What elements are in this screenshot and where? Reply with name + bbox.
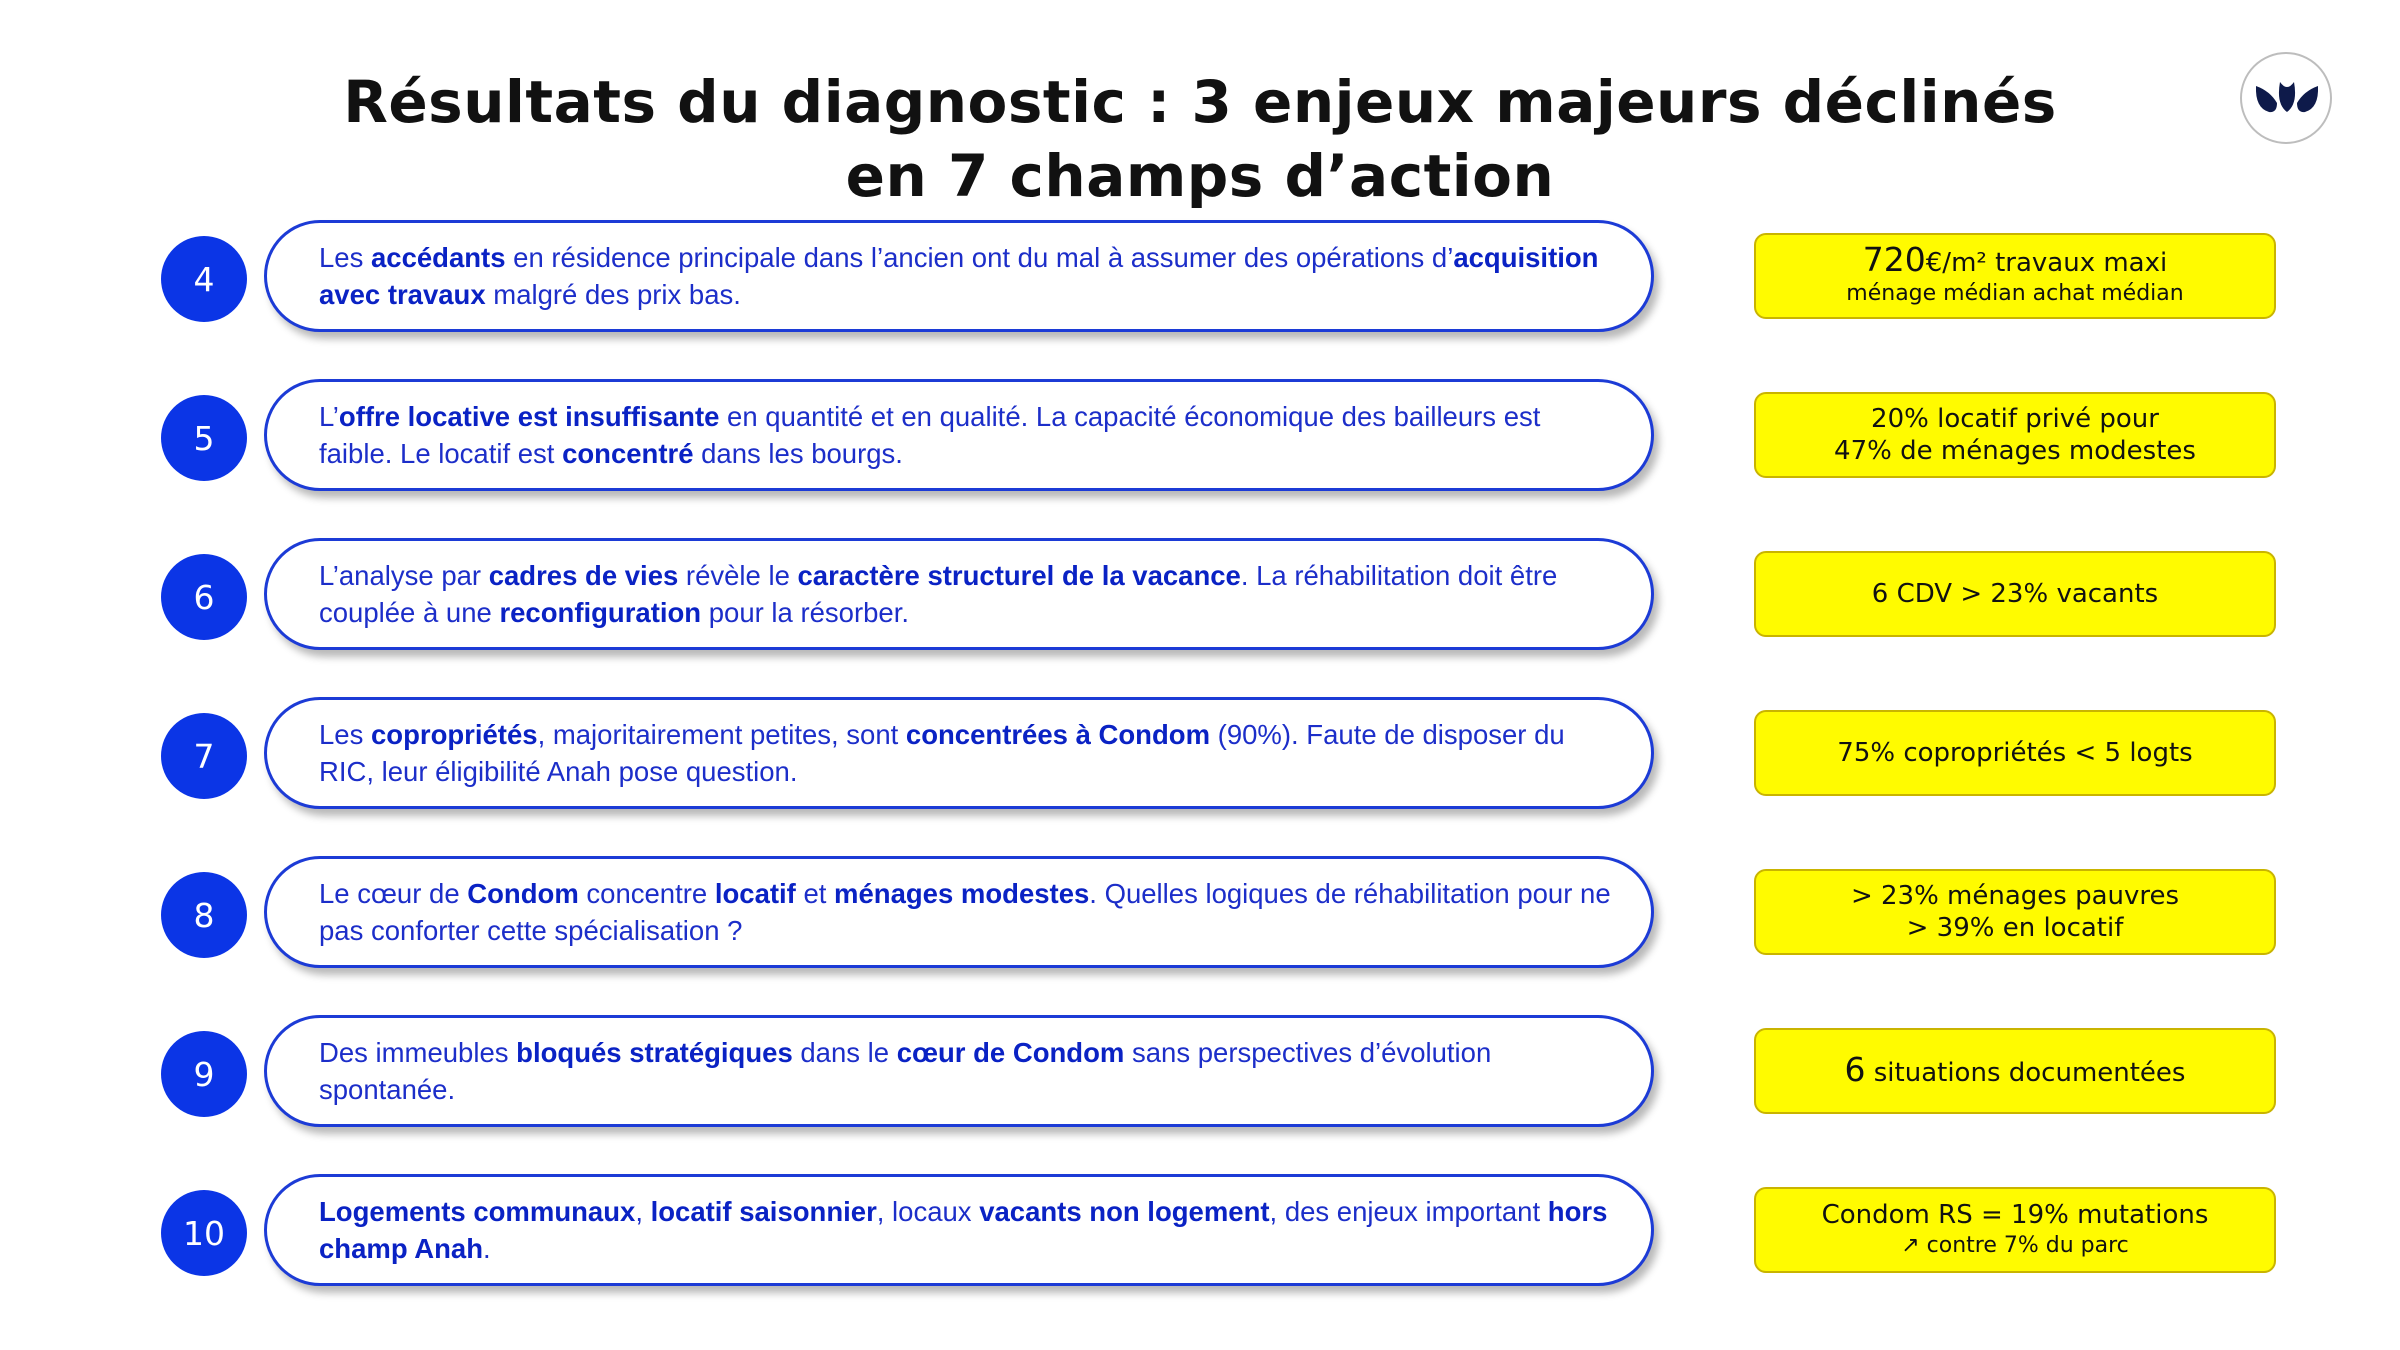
highlighted-term: concentré [562, 438, 694, 469]
issue-description-box [264, 538, 1654, 650]
issue-number-badge: 10 [161, 1190, 247, 1276]
text-segment: (90%). Faute de disposer du RIC, leur éligibilité Anah pose question. [319, 719, 1565, 787]
key-figure-text: 75% copropriétés < 5 logts [1837, 738, 2193, 768]
issue-number-badge: 4 [161, 236, 247, 322]
issue-row [0, 218, 2400, 338]
key-figure-line [1834, 435, 2196, 467]
highlighted-term: concentrées à Condom [905, 719, 1211, 750]
key-figure-line [1872, 578, 2158, 610]
text-segment: et [795, 878, 835, 909]
key-figure-text: Condom RS = 19% mutations [1821, 1200, 2209, 1230]
key-figure-line [1837, 737, 2192, 769]
issue-description-box [264, 379, 1654, 491]
text-segment: , locaux [876, 1196, 980, 1227]
text-segment: , [635, 1196, 651, 1227]
issue-description-text [319, 716, 1617, 790]
issue-description-text [319, 1034, 1617, 1108]
text-segment: Les [319, 242, 371, 273]
text-segment: L’analyse par [319, 560, 489, 591]
key-figure-box [1754, 392, 2276, 478]
highlighted-term: cadres de vies [488, 560, 679, 591]
highlighted-term: caractère structurel de la vacance [797, 560, 1241, 591]
highlighted-term: reconfiguration [499, 597, 702, 628]
key-figure-line [1862, 239, 2168, 279]
key-figure-text: > 23% ménages pauvres [1850, 881, 2180, 911]
issue-number-badge: 7 [161, 713, 247, 799]
key-figure-line [1844, 1049, 2186, 1089]
text-segment: Le cœur de [319, 878, 468, 909]
issue-description-box [264, 856, 1654, 968]
key-figure-line [1851, 880, 2179, 912]
key-figure-line [1907, 912, 2124, 944]
key-figure-text: situations documentées [1865, 1057, 2186, 1088]
text-segment: dans le [792, 1037, 897, 1068]
issue-row [0, 1013, 2400, 1133]
key-figure-text: €/m² travaux maxi [1925, 247, 2168, 278]
text-segment: pour la résorber. [701, 597, 909, 628]
highlighted-term: cœur de Condom [896, 1037, 1125, 1068]
text-segment: sans perspectives d’évolution spontanée. [319, 1037, 1492, 1105]
issue-description-box [264, 697, 1654, 809]
issue-row [0, 377, 2400, 497]
issue-number-badge: 6 [161, 554, 247, 640]
issue-number-badge: 8 [161, 872, 247, 958]
highlighted-term: vacants non logement [979, 1196, 1270, 1227]
text-segment: , des enjeux important [1269, 1196, 1548, 1227]
highlighted-term: Condom [467, 878, 579, 909]
text-segment: dans les bourgs. [693, 438, 903, 469]
text-segment: en résidence principale dans l’ancien ont du mal à assumer des opérations d’ [505, 242, 1454, 273]
text-segment: en quantité et en qualité. La capacité économique des bailleurs est faible. Le locatif est [319, 401, 1541, 469]
highlighted-term: offre locative est insuffisante [338, 401, 720, 432]
key-figure-box [1754, 551, 2276, 637]
key-figure-box [1754, 1187, 2276, 1273]
key-figure-number: 6 [1844, 1049, 1866, 1089]
title-line-1: Résultats du diagnostic : 3 enjeux majeurs déclinés [343, 67, 2057, 136]
issue-row [0, 695, 2400, 815]
key-figure-box [1754, 869, 2276, 955]
issue-number-badge: 5 [161, 395, 247, 481]
issue-description-text [319, 239, 1617, 313]
key-figure-line [1871, 403, 2159, 435]
key-figure-text: > 39% en locatif [1906, 913, 2124, 943]
issue-description-text [319, 557, 1617, 631]
issue-row [0, 854, 2400, 974]
key-figure-box [1754, 233, 2276, 319]
key-figure-text: 6 CDV > 23% vacants [1871, 579, 2159, 609]
highlighted-term: acquisition avec travaux [319, 242, 1599, 310]
key-figure-text: ménage médian achat médian [1846, 280, 2184, 306]
text-segment: L’ [319, 401, 339, 432]
text-segment: concentre [578, 878, 715, 909]
issue-description-box [264, 1174, 1654, 1286]
text-segment: . [483, 1233, 491, 1264]
highlighted-term: accédants [370, 242, 506, 273]
brand-logo-icon [2240, 52, 2332, 144]
issue-description-text [319, 1193, 1617, 1267]
key-figure-text: ↗ contre 7% du parc [1901, 1233, 2129, 1258]
text-segment: Les [319, 719, 371, 750]
key-figure-box [1754, 710, 2276, 796]
highlighted-term: ménages modestes [834, 878, 1090, 909]
text-segment: . La réhabilitation doit être couplée à une [319, 560, 1558, 628]
text-segment: Des immeubles [319, 1037, 517, 1068]
text-segment: malgré des prix bas. [485, 279, 741, 310]
issue-row [0, 536, 2400, 656]
key-figure-number: 720 [1862, 239, 1926, 279]
key-figure-text: 47% de ménages modestes [1834, 436, 2196, 466]
highlighted-term: Logements communaux [319, 1196, 636, 1227]
issue-description-text [319, 398, 1617, 472]
highlighted-term: locatif [714, 878, 796, 909]
highlighted-term: locatif saisonnier [650, 1196, 877, 1227]
text-segment: . Quelles logiques de réhabilitation pour ne pas conforter cette spécialisation ? [319, 878, 1611, 946]
issue-number-badge: 9 [161, 1031, 247, 1117]
issue-description-box [264, 220, 1654, 332]
highlighted-term: bloqués stratégiques [516, 1037, 793, 1068]
issue-description-box [264, 1015, 1654, 1127]
title-line-2: en 7 champs d’action [845, 141, 1555, 210]
key-figure-line [1822, 1199, 2209, 1231]
text-segment: révèle le [678, 560, 798, 591]
highlighted-term: copropriétés [370, 719, 538, 750]
key-figure-text: 20% locatif privé pour [1871, 404, 2159, 434]
issue-row [0, 1172, 2400, 1292]
key-figure-line [1846, 279, 2183, 309]
highlighted-term: hors champ Anah [319, 1196, 1608, 1264]
text-segment: , majoritairement petites, sont [537, 719, 906, 750]
key-figure-box [1754, 1028, 2276, 1114]
page-title [0, 65, 2400, 213]
key-figure-line [1901, 1231, 2129, 1261]
issue-description-text [319, 875, 1617, 949]
